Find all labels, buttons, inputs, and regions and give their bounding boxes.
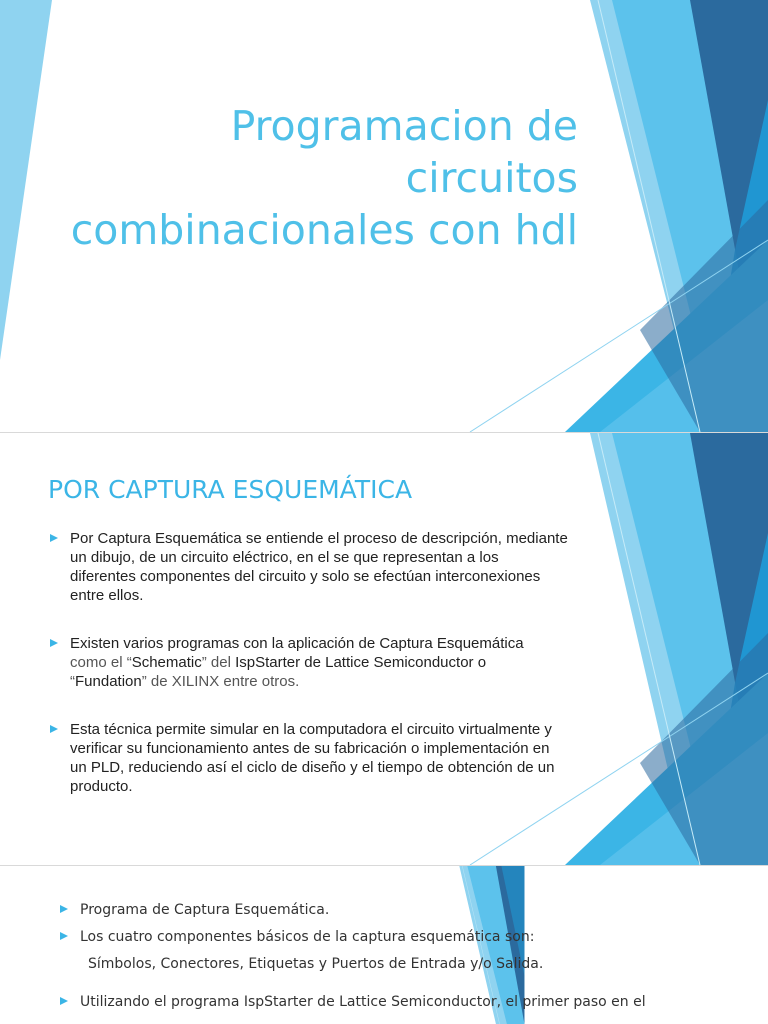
slide-3 [0, 866, 768, 1024]
title-line-1: Programacion de [230, 102, 578, 150]
bullet-text-part: Fundation [75, 673, 142, 690]
bullet-text: Por Captura Esquemática se entiende el proceso de descripción, mediante un dibujo, de un circuito eléctrico, en el se que representan a los diferentes componentes del circuito y solo se efectúan interconexiones entre ellos. [70, 530, 568, 604]
bullet-text-part: “ [70, 673, 75, 690]
list-item [48, 634, 568, 691]
title-line-2: circuitos [405, 154, 578, 202]
list-item [58, 992, 698, 1012]
title-line-3: combinacionales con hdl [70, 206, 578, 254]
bullet-text: Los cuatro componentes básicos de la captura esquemática son: [80, 929, 535, 945]
bullet-list [58, 900, 698, 1019]
bullet-text: Esta técnica permite simular en la computadora el circuito virtualmente y verificar su funcionamiento antes de su fabricación o implementación en un PLD, reduciendo así el ciclo de diseño y el tiempo de obtención de un producto. [70, 721, 555, 795]
list-item [58, 927, 698, 974]
section-heading: POR CAPTURA ESQUEMÁTICA [48, 475, 413, 504]
bullet-text-part: IspStarter de Lattice Semiconductor o [235, 654, 487, 671]
slide-title [58, 100, 578, 256]
bullet-text-part: Schematic [131, 654, 202, 671]
arrow-bullet-icon [50, 639, 58, 647]
arrow-bullet-icon [60, 997, 68, 1005]
list-item [48, 529, 568, 605]
bullet-text-part: como el “ [70, 654, 132, 671]
slide-1 [0, 0, 768, 432]
slide-2 [0, 433, 768, 865]
bullet-text-part: Existen varios programas con la aplicación de Captura Esquemática [70, 635, 524, 652]
bullet-text-part: ” de XILINX entre otros. [141, 673, 300, 690]
bullet-text: Programa de Captura Esquemática. [80, 902, 330, 918]
bullet-list [48, 529, 568, 825]
list-item [48, 720, 568, 796]
bullet-text: Utilizando el programa IspStarter de Lattice Semiconductor, el primer paso en el [80, 994, 646, 1010]
arrow-bullet-icon [50, 725, 58, 733]
arrow-bullet-icon [60, 905, 68, 913]
list-item [58, 900, 698, 920]
arrow-bullet-icon [60, 932, 68, 940]
bullet-subtext: Símbolos, Conectores, Etiquetas y Puertos de Entrada y/o Salida. [88, 956, 544, 972]
arrow-bullet-icon [50, 534, 58, 542]
bullet-text-part: ” del [201, 654, 236, 671]
